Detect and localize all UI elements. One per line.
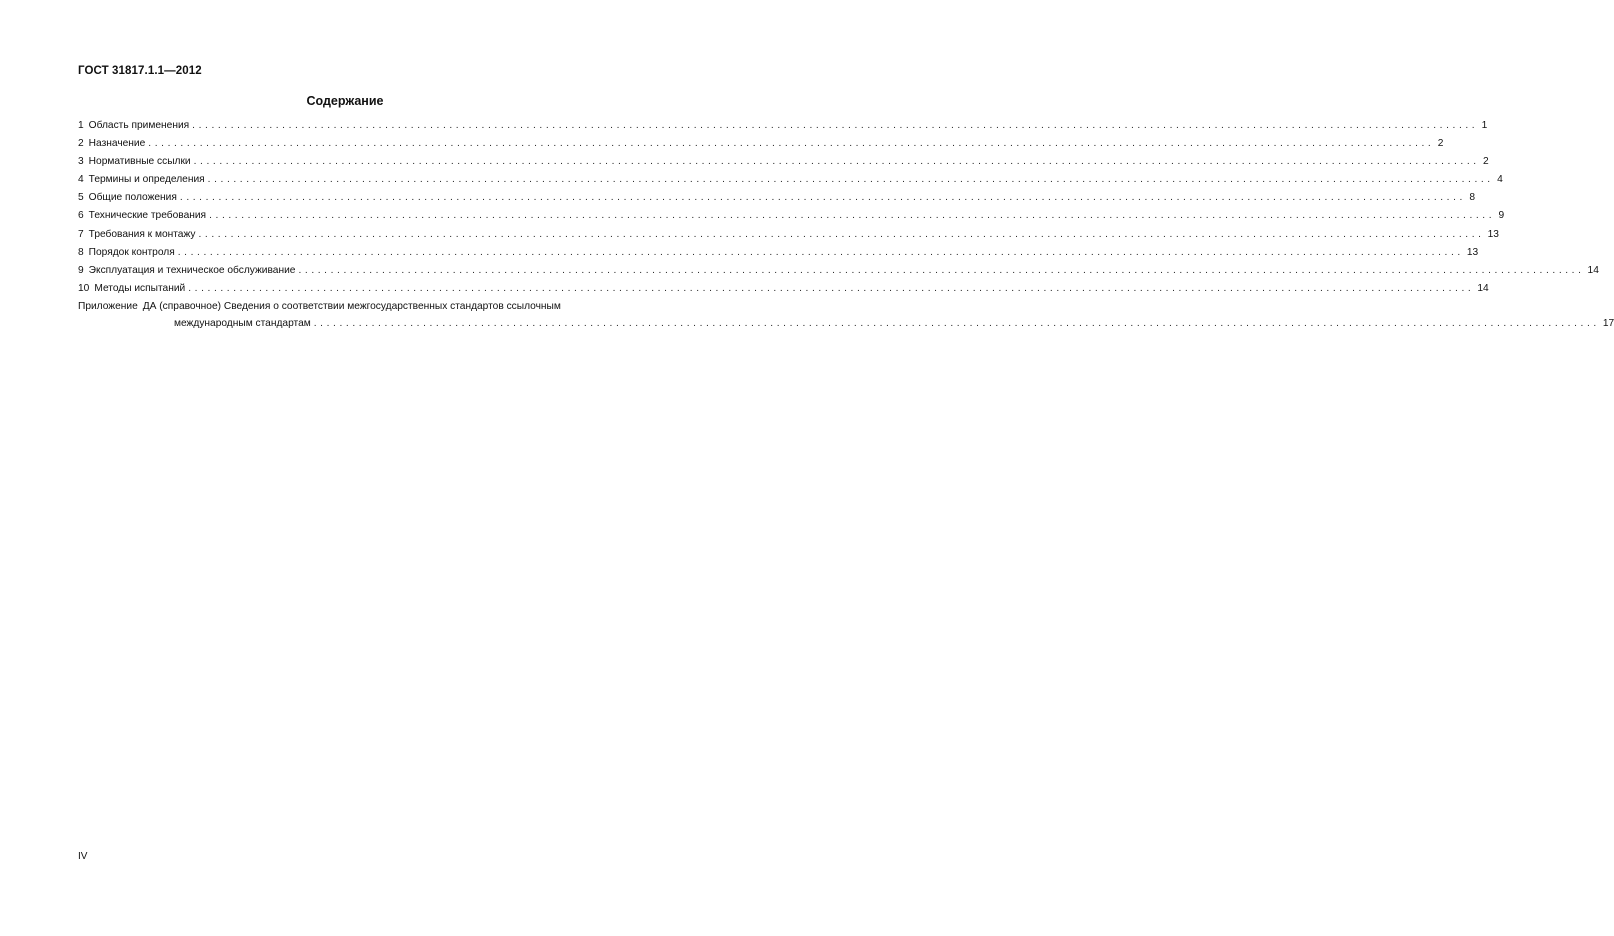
toc-entry-number: 6	[78, 210, 84, 222]
toc-entry-label: Нормативные ссылки	[88, 156, 191, 168]
toc-entry-number: 7	[78, 228, 84, 240]
toc-entry-label: Область применения	[88, 120, 190, 131]
toc-entry-6[interactable]	[78, 210, 1505, 228]
toc-entry-number: 10	[78, 282, 90, 294]
toc-leader-dots: ........................................................................................................................................................................................................	[179, 192, 1466, 204]
toc-leader-dots: ........................................................................................................................................................................................................	[193, 156, 1480, 168]
toc-leader-dots: ........................................................................................................................................................................................................	[207, 174, 1494, 186]
toc-entry-label: Термины и определения	[88, 174, 205, 186]
toc-entry-4[interactable]	[78, 174, 1503, 192]
toc-entry-label: Порядок контроля	[88, 246, 175, 258]
toc-entry-page: 2	[1483, 156, 1489, 168]
toc-entry-label: Эксплуатация и техническое обслуживание	[88, 264, 296, 276]
toc-entry-number: 5	[78, 192, 84, 204]
toc-entry-page: 13	[1466, 246, 1479, 258]
toc-leader-dots: ........................................................................................................................................................................................................	[298, 264, 1585, 276]
toc-entry-5[interactable]	[78, 192, 1475, 210]
appendix-page: 17	[1602, 317, 1614, 329]
toc-entry-10[interactable]	[78, 282, 1489, 301]
toc-entry-label: Технические требования	[88, 210, 207, 222]
toc-entry-3[interactable]	[78, 156, 1489, 174]
toc-entry-number: 8	[78, 246, 84, 258]
toc-entry-number: 2	[78, 138, 84, 150]
toc-entry-number: 1	[78, 120, 84, 131]
appendix-second-line	[78, 317, 1614, 336]
toc-leader-dots: ........................................................................................................................................................................................................	[313, 317, 1600, 329]
toc-entry-page: 8	[1469, 192, 1475, 204]
toc-entry-label: Назначение	[88, 138, 146, 150]
toc-entry-page: 2	[1437, 138, 1444, 150]
appendix-first-line	[78, 301, 613, 318]
toc-leader-dots: ........................................................................................................................................................................................................	[177, 246, 1464, 258]
toc-entry-label: Методы испытаний	[94, 282, 186, 294]
toc-entry-number: 3	[78, 156, 84, 168]
toc-entry-label: Общие положения	[88, 192, 177, 204]
document-header: ГОСТ 31817.1.1—2012	[78, 65, 202, 77]
toc-entry-7[interactable]	[78, 228, 1499, 247]
toc-entry-appendix[interactable]	[78, 300, 1614, 336]
toc-entry-2[interactable]	[78, 138, 1444, 156]
toc-leader-dots: ........................................................................................................................................................................................................	[192, 120, 1479, 131]
toc-entry-page: 1	[1481, 120, 1488, 131]
toc-entry-number: 9	[78, 264, 84, 276]
toc-leader-dots: ........................................................................................................................................................................................................	[198, 228, 1485, 240]
toc-entry-1[interactable]	[78, 120, 1488, 138]
toc-leader-dots: ........................................................................................................................................................................................................	[188, 282, 1475, 294]
page-number-footer: IV	[78, 851, 88, 862]
toc-entry-8[interactable]	[78, 246, 1479, 265]
toc-entry-page: 4	[1497, 174, 1503, 186]
toc-leader-dots: ........................................................................................................................................................................................................	[209, 210, 1496, 222]
appendix-label-line1: ДА (справочное) Сведения о соответствии межгосударственных стандартов ссылочным	[142, 300, 561, 312]
toc-entry-9[interactable]	[78, 264, 1599, 283]
toc-entry-page: 13	[1487, 228, 1499, 240]
toc-entry-number: 4	[78, 174, 84, 186]
table-of-contents	[78, 120, 1614, 336]
page-title: Содержание	[306, 94, 384, 108]
toc-entry-page: 14	[1587, 264, 1599, 276]
toc-entry-page: 9	[1498, 210, 1505, 222]
appendix-label-line2: международным стандартам	[174, 317, 311, 329]
appendix-prefix: Приложение	[78, 300, 138, 312]
toc-leader-dots: ........................................................................................................................................................................................................	[148, 138, 1435, 150]
toc-entry-page: 14	[1477, 282, 1489, 294]
toc-entry-label: Требования к монтажу	[88, 228, 196, 240]
